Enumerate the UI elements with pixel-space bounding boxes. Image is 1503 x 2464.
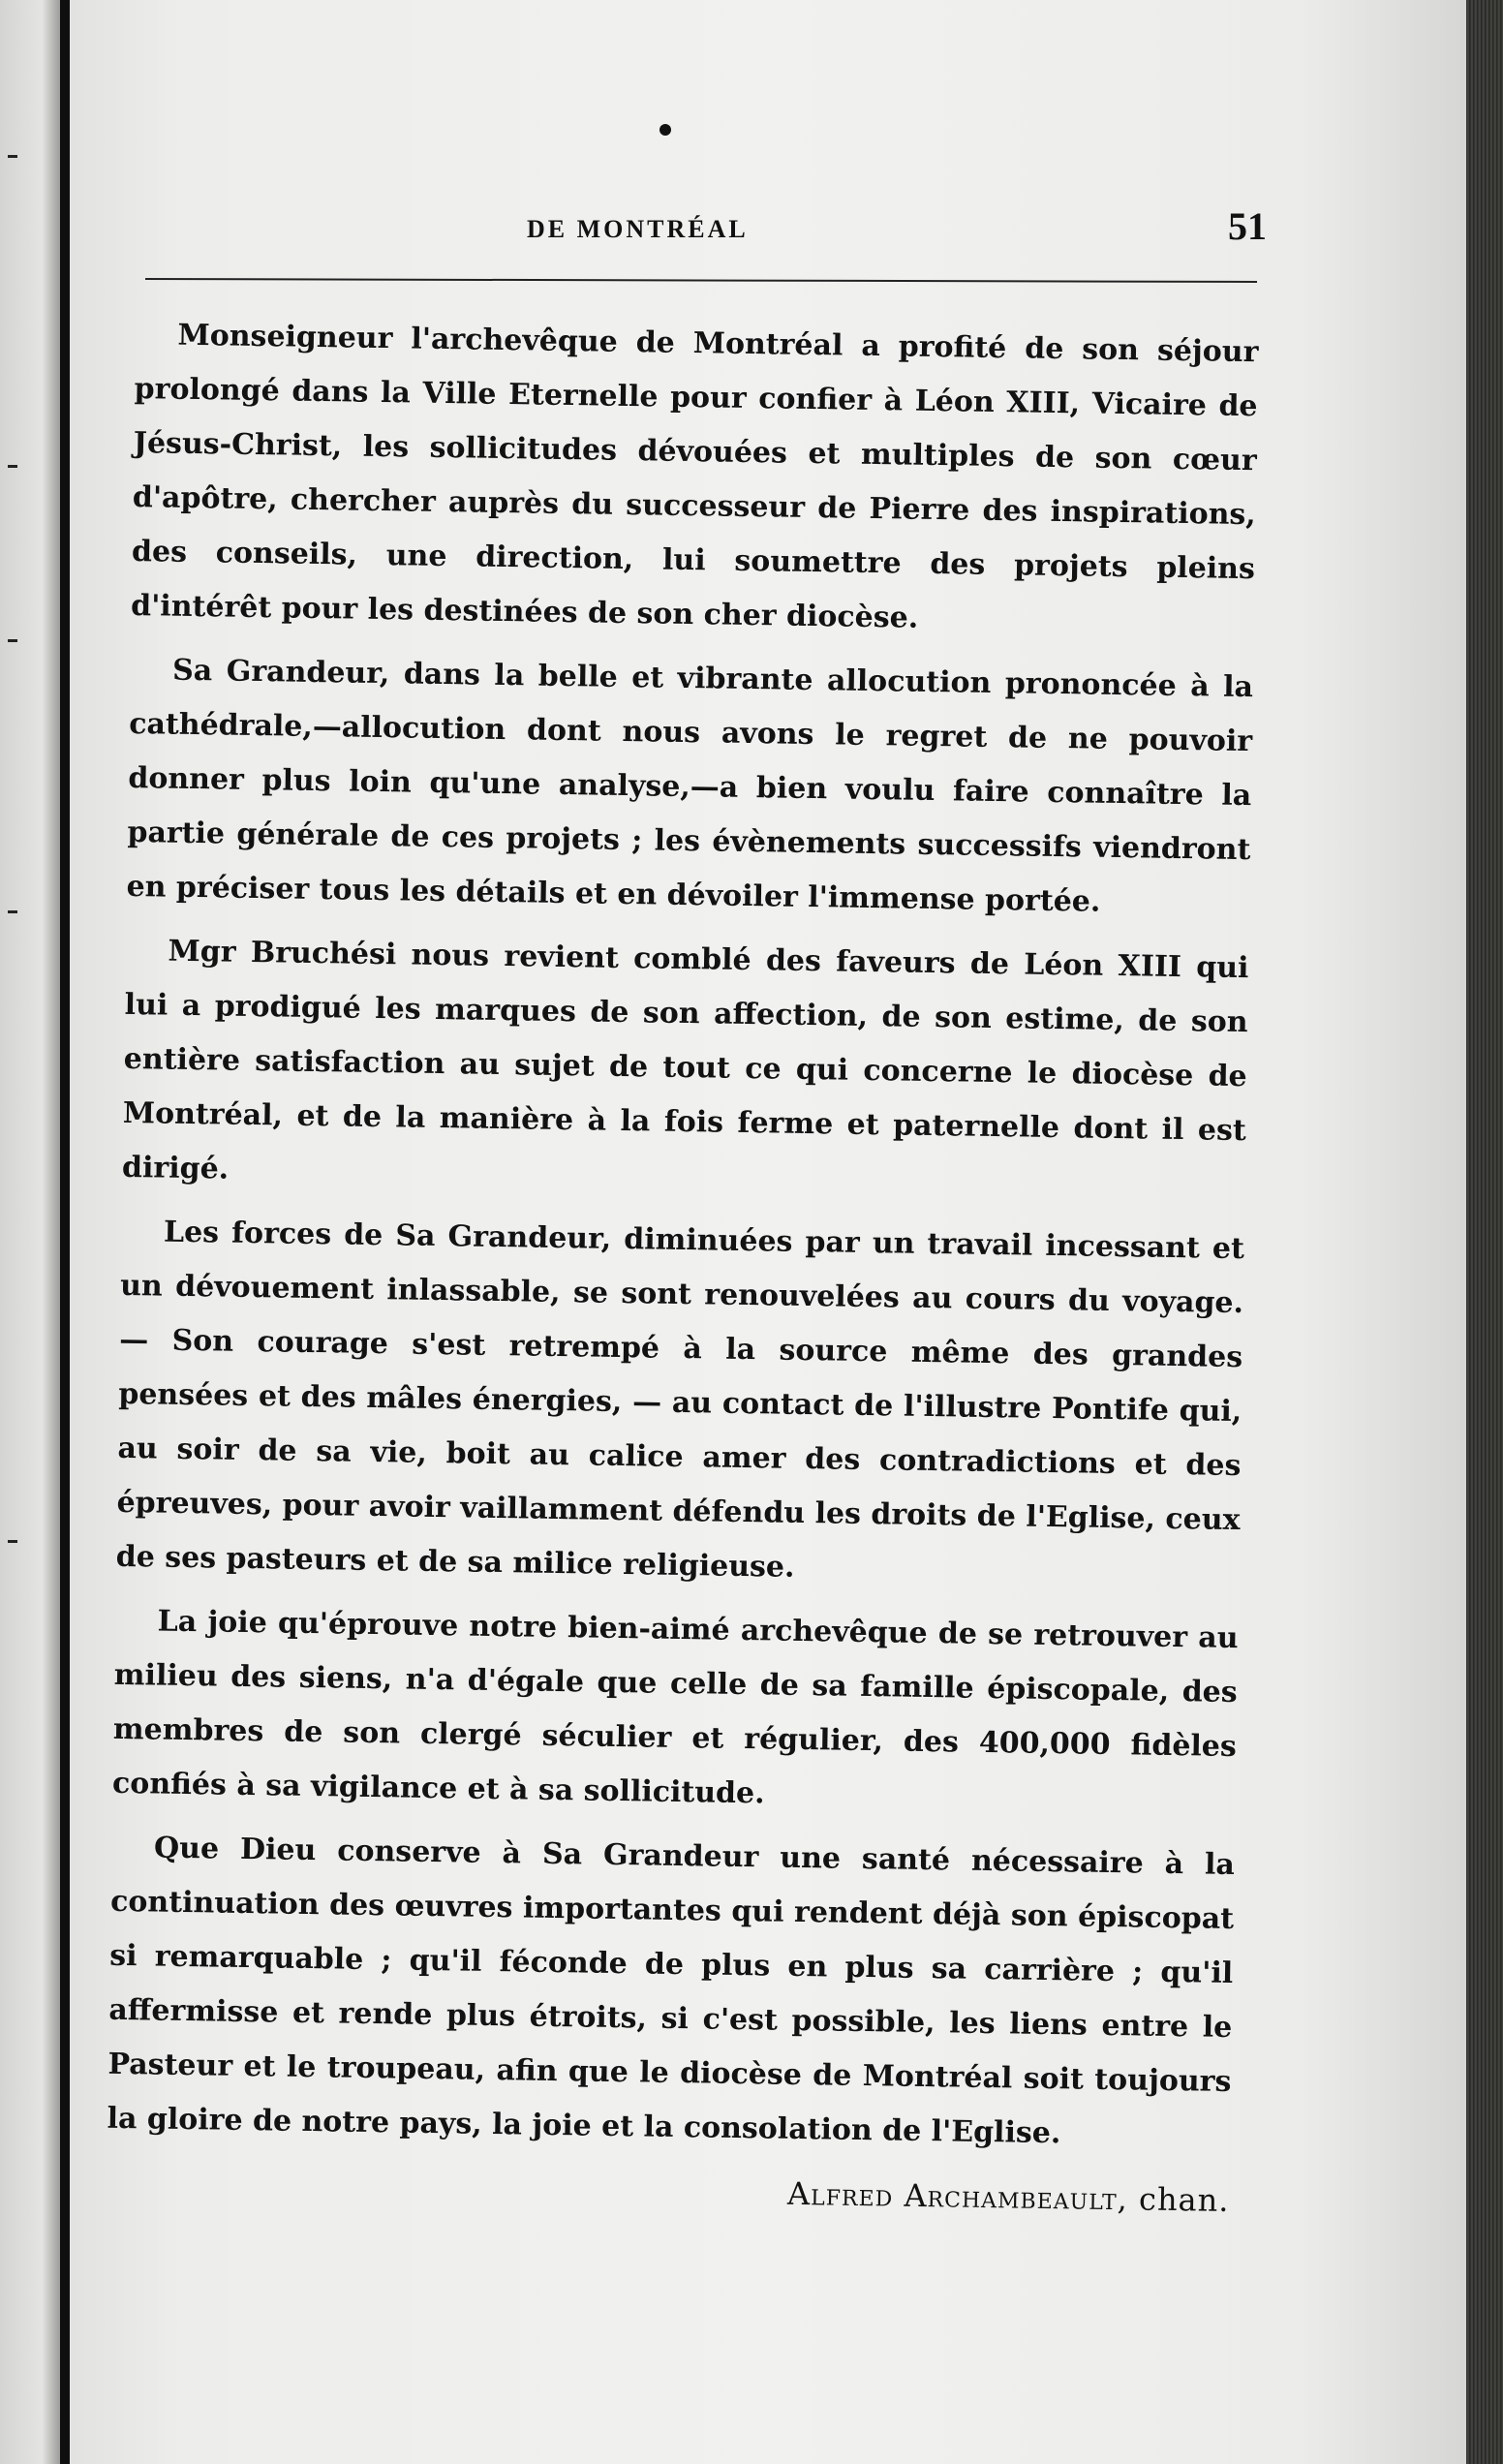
paragraph: La joie qu'éprouve notre bien-aimé archevêque de se retrouver au milieu des siens, n'a d'égale que celle de sa famille épiscopale, des membres de son clergé séculier et régulier, des 400,000 fidèles confiés à sa vigilance et à sa sollicitude. <box>111 1604 1239 1811</box>
paragraph: Que Dieu conserve à Sa Grandeur une santé nécessaire à la continuation des œuvres importantes qui rendent déjà son épiscopat si remarquable ; qu'il féconde de plus en plus sa carrière ; qu'il affermisse et rende plus étroits, si c'est possible, les liens entre le Pasteur et le troupeau, afin que le diocèse de Montréal soit toujours la gloire de notre pays, la joie et la consolation de l'Eglise. <box>107 1831 1236 2151</box>
page-number: 51 <box>1228 204 1267 248</box>
page-stack-edge <box>1466 0 1503 2464</box>
ink-dot <box>659 124 671 136</box>
ink-mark <box>8 639 17 642</box>
article-body <box>106 308 1259 2228</box>
paragraph: Les forces de Sa Grandeur, diminuées par un travail incessant et un dévouement inlassable, se sont renouvelées au cours du voyage.— Son courage s'est retrempé à la source même des grandes pensées et des mâles énergies, — au contact de l'illustre Pontife qui, au soir de sa vie, boit au calice amer des contradictions et des épreuves, pour avoir vaillamment défendu les droits de l'Eglise, ceux de ses pasteurs et de sa milice religieuse. <box>115 1215 1245 1585</box>
paragraph: Monseigneur l'archevêque de Montréal a profité de son séjour prolongé dans la Ville Eternelle pour confier à Léon XIII, Vicaire de Jésus-Christ, les sollicitudes dévouées et multiples de son cœur d'apôtre, chercher auprès du successeur de Pierre des inspirations, des conseils, une direction, lui soumettre des projets pleins d'intérêt pour les destinées de son cher diocèse. <box>130 318 1259 635</box>
ink-mark <box>8 465 17 468</box>
ink-mark <box>8 155 17 158</box>
ink-mark <box>8 910 17 913</box>
paragraph: Mgr Bruchési nous revient comblé des faveurs de Léon XIII qui lui a prodigué les marques de son affection, de son estime, de son entière satisfaction au sujet de tout ce qui concerne le diocèse de Montréal, et de la manière à la fois ferme et paternelle dont il est dirigé. <box>121 934 1249 1186</box>
paragraph: Sa Grandeur, dans la belle et vibrante allocution prononcée à la cathédrale,—allocution dont nous avons le regret de ne pouvoir donner plus loin qu'une analyse,—a bien voulu faire connaître la partie générale de ces projets ; les évènements successifs viendront en préciser tous les détails et en dévoiler l'immense portée. <box>126 653 1254 919</box>
running-head: DE MONTRÉAL <box>527 215 749 243</box>
signature-title: , chan. <box>1117 2180 1230 2219</box>
book-gutter <box>60 0 70 2464</box>
adjacent-page-edge <box>0 0 60 2464</box>
signature-name: Alfred Archambeault <box>786 2174 1119 2218</box>
ink-mark <box>8 1540 17 1543</box>
